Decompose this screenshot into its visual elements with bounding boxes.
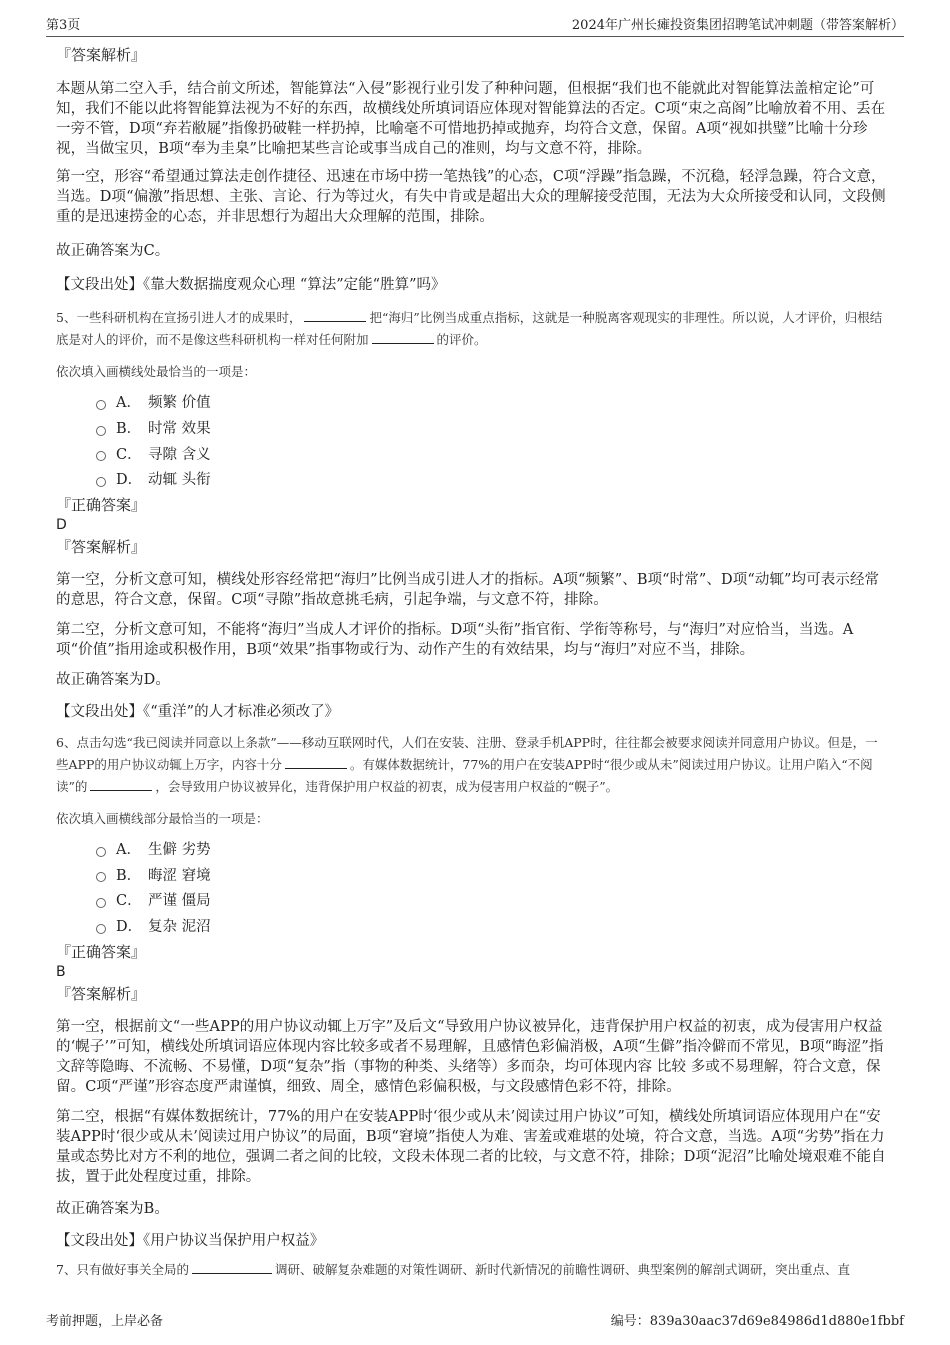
radio-icon[interactable] [96, 898, 106, 908]
correct-answer-label: 『正确答案』 [56, 495, 147, 514]
radio-icon[interactable] [96, 426, 106, 436]
document-body [56, 44, 888, 1281]
fill-blank [304, 308, 366, 322]
option-d[interactable]: D． 动辄 头衔 [56, 466, 888, 492]
radio-icon[interactable] [96, 400, 106, 410]
page-number: 第3页 [46, 18, 81, 33]
option-d[interactable]: D． 复杂 泥沼 [56, 913, 888, 939]
conclusion: 故正确答案为C。 [56, 243, 170, 259]
fill-blank [372, 330, 434, 344]
option-b[interactable]: B． 晦涩 窘境 [56, 861, 888, 887]
fill-blank [90, 777, 152, 791]
page-footer [46, 1310, 904, 1329]
question-stem: 7、只有做好事关全局的 调研、破解复杂难题的对策性调研、新时代新情况的前瞻性调研、典型案例的解剖式调研，突出重点、直 [56, 1261, 850, 1277]
question-prompt: 依次填入画横线部分最恰当的一项是： [56, 810, 269, 826]
option-list [56, 389, 888, 492]
analysis-label: 『答案解析』 [56, 46, 147, 64]
fill-blank [192, 1260, 272, 1274]
analysis-paragraph: 第一空，根据前文“一些APP的用户协议动辄上万字”及后文“导致用户协议被异化，违背保护用户权益的初衷，成为侵害用户权益的‘幌子’”可知，横线处所填词语应体现内容比较多或者不易理解，且感情色彩偏消极，A项“生僻”指冷僻而不常见，B项“晦涩”指文辞等隐晦、不流畅、不易懂，D项“复杂”指（事物的种类、头绪等）多而杂，均可体现内容 比较 多或不易理解，符合文意，保留。C项“严谨”形容态度严肃谨慎，细致、周全，感情色彩偏积极，与文段感情色彩不符，排除。 [56, 1018, 884, 1095]
option-c[interactable]: C． 严谨 僵局 [56, 887, 888, 913]
footer-slogan: 考前押题，上岸必备 [46, 1314, 164, 1329]
option-a[interactable]: A． 频繁 价值 [56, 389, 888, 415]
fill-blank [285, 755, 347, 769]
option-c[interactable]: C． 寻隙 含义 [56, 440, 888, 466]
question-stem: 5、一些科研机构在宣扬引进人才的成果时， 把“海归”比例当成重点指标，这就是一种脱离客观现实的非理性。所以说，人才评价，归根结底是对人的评价，而不是像这些科研机构一样对任何附加 的评价。 [56, 310, 883, 347]
option-list [56, 836, 888, 939]
radio-icon[interactable] [96, 477, 106, 487]
radio-icon[interactable] [96, 847, 106, 857]
document-title: 2024年广州长瘫投资集团招聘笔试冲刺题（带答案解析） [571, 18, 904, 33]
source-citation: 【文段出处】《“重洋”的人才标准必须改了》 [56, 703, 340, 720]
analysis-paragraph: 本题从第二空入手，结合前文所述，智能算法“入侵”影视行业引发了种种问题，但根据“我们也不能就此对智能算法盖棺定论”可知，我们不能以此将智能算法视为不好的东西，故横线处所填词语应体现对智能算法的否定。C项“束之高阁”比喻放着不用、丢在一旁不管，D项“弃若敝屣”指像扔破鞋一样扔掉，比喻毫不可惜地扔掉或抛弃，均符合文意，保留。A项“视如拱璧”比喻十分珍视，当做宝贝，B项“奉为圭臬”比喻把某些言论或事当成自己的准则，均与文意不符，排除。 [56, 81, 886, 157]
question-prompt: 依次填入画横线处最恰当的一项是： [56, 364, 257, 379]
conclusion: 故正确答案为B。 [56, 1200, 169, 1217]
analysis-paragraph: 第二空，分析文意可知，不能将“海归”当成人才评价的指标。D项“头衔”指官衔、学衔等称号，与“海归”对应恰当，当选。A项“价值”指用途或积极作用，B项“效果”指事物或行为、动作产生的有效结果，均与“海归”对应不当，排除。 [56, 621, 854, 658]
correct-answer-label: 『正确答案』 [56, 942, 147, 961]
option-b[interactable]: B． 时常 效果 [56, 415, 888, 441]
analysis-label: 『答案解析』 [56, 984, 147, 1003]
analysis-label: 『答案解析』 [56, 537, 147, 556]
radio-icon[interactable] [96, 872, 106, 882]
radio-icon[interactable] [96, 924, 106, 934]
page-header [46, 14, 904, 37]
source-citation: 【文段出处】《靠大数据揣度观众心理 “算法”定能“胜算”吗》 [56, 277, 446, 293]
option-a[interactable]: A． 生僻 劣势 [56, 836, 888, 862]
document-code: 编号：839a30aac37d69e84986d1d880e1fbbf [610, 1314, 904, 1329]
conclusion: 故正确答案为D。 [56, 671, 170, 688]
source-citation: 【文段出处】《用户协议当保护用户权益》 [56, 1232, 325, 1249]
question-stem: 6、点击勾选“我已阅读并同意以上条款”——移动互联网时代，人们在安装、注册、登录手机APP时，往往都会被要求阅读并同意用户协议。但是，一些APP的用户协议动辄上万字，内容十分 。有媒体数据统计，77%的用户在安装APP时“很少或从未”阅读过用户协议。让用户陷入“不阅读”的 ，会导致用户协议被异化，违背保护用户权益的初衷，成为侵害用户权益的“幌子”。 [56, 734, 878, 794]
correct-answer: B [56, 963, 66, 980]
correct-answer: D [56, 516, 67, 533]
analysis-paragraph: 第一空，形容“希望通过算法走创作捷径、迅速在市场中捞一笔热钱”的心态，C项“浮躁”指急躁，不沉稳，轻浮急躁，符合文意，当选。D项“偏激”指思想、主张、言论、行为等过火，有失中肯或是超出大众的理解接受范围，无法为大众所接受和认同，文段侧重的是迅速捞金的心态，并非思想行为超出大众理解的范围，排除。 [56, 169, 886, 225]
analysis-paragraph: 第一空，分析文意可知，横线处形容经常把“海归”比例当成引进人才的指标。A项“频繁”、B项“时常”、D项“动辄”均可表示经常的意思，符合文意，保留。C项“寻隙”指故意挑毛病，引起争端，与文意不符，排除。 [56, 571, 880, 608]
radio-icon[interactable] [96, 451, 106, 461]
analysis-paragraph: 第二空，根据“有媒体数据统计，77%的用户在安装APP时‘很少或从未’阅读过用户协议”可知，横线处所填词语应体现用户在“安装APP时‘很少或从未’阅读过用户协议”的局面，B项“窘境”指使人为难、害羞或难堪的处境，符合文意，当选。A项“劣势”指在力量或态势比对方不利的地位，强调二者之间的比较，文段未体现二者的比较，与文意不符，排除；D项“泥沼”比喻处境艰难不能自拔，置于此处程度过重，排除。 [56, 1108, 886, 1185]
